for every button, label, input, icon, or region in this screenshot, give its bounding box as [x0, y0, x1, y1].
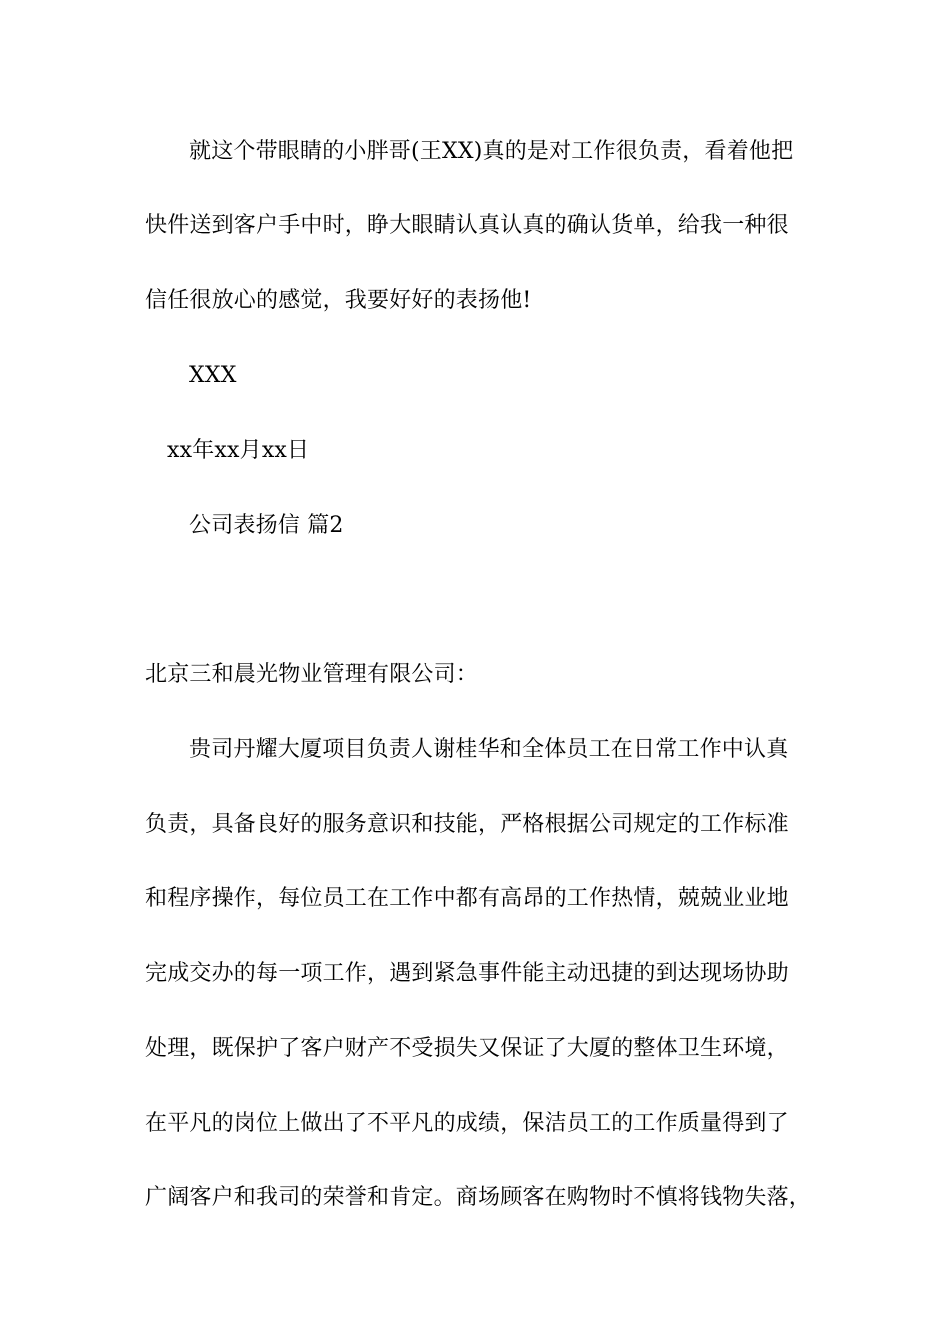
- section-heading: 公司表扬信 篇2: [189, 513, 344, 538]
- paragraph-line: 广阔客户和我司的荣誉和肯定。商场顾客在购物时不慎将钱物失落，: [145, 1185, 812, 1210]
- paragraph-line: 快件送到客户手中时，睁大眼睛认真认真的确认货单，给我一种很: [145, 213, 789, 238]
- paragraph-line: 在平凡的岗位上做出了不平凡的成绩，保洁员工的工作质量得到了: [145, 1111, 789, 1136]
- paragraph-line: 处理，既保护了客户财产不受损失又保证了大厦的整体卫生环境，: [145, 1036, 789, 1061]
- paragraph-line: 完成交办的每一项工作，遇到紧急事件能主动迅捷的到达现场协助: [145, 961, 789, 986]
- paragraph-line: 信任很放心的感觉，我要好好的表扬他!: [145, 288, 532, 313]
- paragraph-line: 负责，具备良好的服务意识和技能，严格根据公司规定的工作标准: [145, 812, 789, 837]
- paragraph-line: 和程序操作，每位员工在工作中都有高昂的工作热情，兢兢业业地: [145, 886, 789, 911]
- paragraph-line: 贵司丹耀大厦项目负责人谢桂华和全体员工在日常工作中认真: [189, 737, 789, 762]
- signature: XXX: [189, 363, 237, 388]
- paragraph-line: 就这个带眼睛的小胖哥(王XX)真的是对工作很负责，看着他把: [189, 139, 794, 164]
- date-line: xx年xx月xx日: [167, 438, 310, 463]
- salutation: 北京三和晨光物业管理有限公司：: [145, 662, 479, 687]
